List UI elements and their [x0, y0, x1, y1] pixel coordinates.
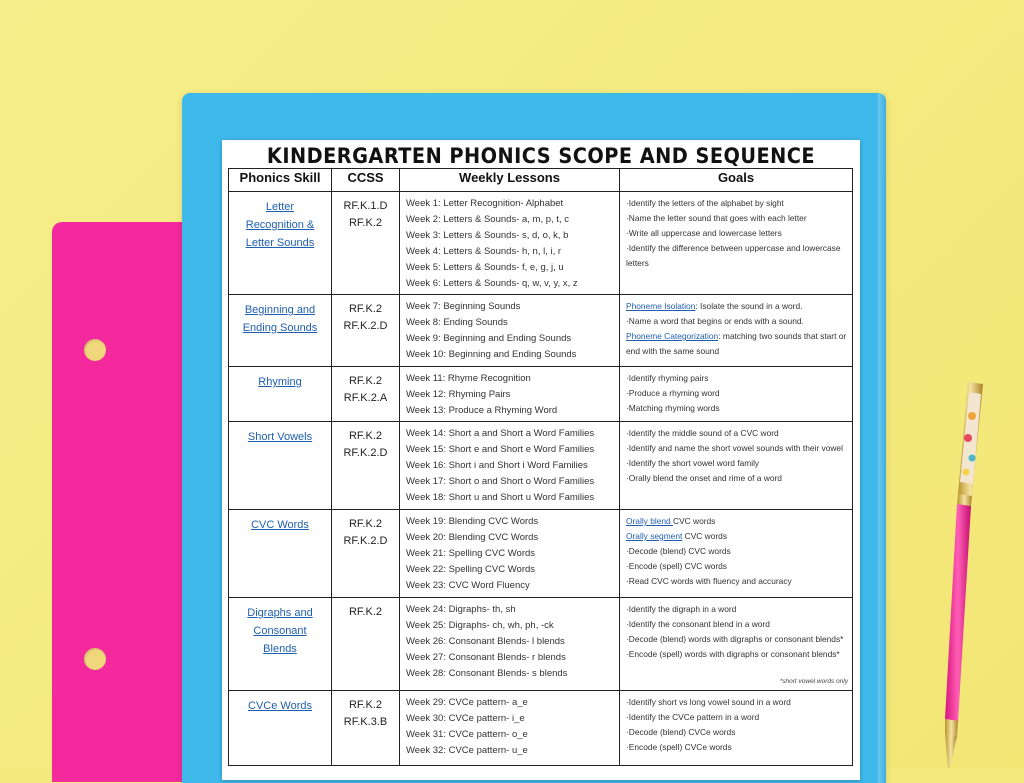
- phonics-skill-link[interactable]: Rhyming: [258, 376, 302, 388]
- goal-item: ·Identify short vs long vowel sound in a word: [626, 697, 791, 707]
- phonics-skill-link[interactable]: Digraphs and: [247, 607, 313, 619]
- phonics-skill-link[interactable]: CVCe Words: [248, 700, 312, 712]
- goal-text: ·Name a word that begins or ends with a sound.: [626, 316, 804, 326]
- ccss-standard: RF.K.3.B: [343, 716, 388, 728]
- goal-text: ·Decode (blend) CVC words: [626, 546, 731, 556]
- phonics-skill-link[interactable]: Blends: [263, 643, 297, 655]
- phonics-skill-link[interactable]: CVC Words: [251, 519, 309, 531]
- weekly-lesson: Week 17: Short o and Short o Word Families: [406, 476, 595, 487]
- weekly-lesson: Week 22: Spelling CVC Words: [406, 564, 536, 575]
- scope-sequence-sheet: [222, 140, 860, 780]
- ccss-cell: [332, 510, 400, 598]
- goals-cell: [620, 510, 853, 598]
- table-row: [229, 510, 853, 598]
- weekly-lesson: Week 25: Digraphs- ch, wh, ph, -ck: [406, 620, 554, 631]
- goals-cell: [620, 598, 853, 691]
- table-row: [229, 691, 853, 766]
- weekly-lesson: Week 29: CVCe pattern- a_e: [406, 697, 528, 708]
- weekly-lesson: Week 16: Short i and Short i Word Families: [406, 460, 588, 471]
- goal-term-link[interactable]: Phoneme Isolation: [626, 301, 696, 311]
- scope-table: [228, 168, 853, 766]
- goal-text: : Isolate the sound in a word.: [695, 301, 803, 311]
- document-title: KINDERGARTEN PHONICS SCOPE AND SEQUENCE: [266, 144, 816, 168]
- binder-hole: [84, 339, 106, 361]
- table-header-row: [229, 169, 853, 192]
- goal-item: ·Identify the short vowel word family: [626, 458, 760, 468]
- goals-cell: [620, 367, 853, 422]
- ccss-cell: [332, 295, 400, 367]
- goal-item: [626, 529, 848, 544]
- goal-item: ·Orally blend the onset and rime of a word: [626, 473, 782, 483]
- ccss-standard: RF.K.2.A: [343, 392, 388, 404]
- pen: [928, 376, 988, 768]
- column-header: Weekly Lessons: [400, 169, 620, 192]
- goal-item: ·Identify the difference between uppercase and lowercase letters: [626, 243, 841, 268]
- goal-text: : matching two sounds that start or end with the same sound: [626, 331, 847, 356]
- goal-item: [626, 574, 848, 589]
- goal-item: [626, 559, 848, 574]
- phonics-skill-cell: [229, 192, 332, 295]
- table-row: [229, 367, 853, 422]
- goal-item: ·Encode (spell) words with digraphs or consonant blends*: [626, 649, 840, 659]
- weekly-lesson: Week 4: Letters & Sounds- h, n, l, i, r: [406, 246, 562, 257]
- weekly-lesson: Week 5: Letters & Sounds- f, e, g, j, u: [406, 262, 564, 273]
- goal-item: ·Name the letter sound that goes with each letter: [626, 213, 807, 223]
- goal-item: ·Encode (spell) CVCe words: [626, 742, 732, 752]
- weekly-lesson: Week 1: Letter Recognition- Alphabet: [406, 198, 564, 209]
- goal-item: ·Write all uppercase and lowercase letters: [626, 228, 782, 238]
- goal-term-link[interactable]: Orally segment: [626, 531, 683, 541]
- ccss-standard: RF.K.2.D: [343, 447, 388, 459]
- weekly-lessons-cell: [400, 422, 620, 510]
- goal-item: ·Identify the CVCe pattern in a word: [626, 712, 760, 722]
- weekly-lesson: Week 28: Consonant Blends- s blends: [406, 668, 568, 679]
- goal-item: [626, 514, 848, 529]
- goal-item: ·Decode (blend) words with digraphs or consonant blends*: [626, 634, 844, 644]
- weekly-lesson: Week 6: Letters & Sounds- q, w, v, y, x, z: [406, 278, 578, 289]
- ccss-standard: RF.K.2: [348, 375, 382, 387]
- ccss-standard: RF.K.2: [348, 699, 382, 711]
- goal-item: [626, 299, 848, 314]
- weekly-lesson: Week 2: Letters & Sounds- a, m, p, t, c: [406, 214, 569, 225]
- goal-item: ·Identify the consonant blend in a word: [626, 619, 770, 629]
- weekly-lesson: Week 21: Spelling CVC Words: [406, 548, 536, 559]
- weekly-lesson: Week 12: Rhyming Pairs: [406, 389, 511, 400]
- ccss-cell: [332, 192, 400, 295]
- goals-cell: [620, 691, 853, 766]
- phonics-skill-link[interactable]: Ending Sounds: [242, 322, 318, 334]
- goal-item: ·Identify the digraph in a word: [626, 604, 737, 614]
- weekly-lesson: Week 15: Short e and Short e Word Families: [406, 444, 595, 455]
- footnote: *short vowel words only: [779, 678, 848, 685]
- weekly-lesson: Week 23: CVC Word Fluency: [406, 580, 530, 591]
- weekly-lesson: Week 19: Blending CVC Words: [406, 516, 539, 527]
- weekly-lessons-cell: [400, 367, 620, 422]
- weekly-lesson: Week 30: CVCe pattern- i_e: [406, 713, 525, 724]
- column-header: Goals: [620, 169, 853, 192]
- goal-item: ·Identify and name the short vowel sounds with their vowel: [626, 443, 843, 453]
- goal-item: ·Identify the letters of the alphabet by sight: [626, 198, 784, 208]
- weekly-lesson: Week 10: Beginning and Ending Sounds: [406, 349, 577, 360]
- weekly-lesson: Week 9: Beginning and Ending Sounds: [406, 333, 572, 344]
- weekly-lessons-cell: [400, 192, 620, 295]
- phonics-skill-cell: [229, 367, 332, 422]
- goals-cell: [620, 192, 853, 295]
- weekly-lesson: Week 27: Consonant Blends- r blends: [406, 652, 566, 663]
- goal-item: [626, 329, 848, 359]
- goal-item: [626, 314, 848, 329]
- table-row: [229, 422, 853, 510]
- weekly-lesson: Week 24: Digraphs- th, sh: [406, 604, 516, 615]
- weekly-lesson: Week 18: Short u and Short u Word Families: [406, 492, 595, 503]
- ccss-standard: RF.K.2: [348, 217, 382, 229]
- goal-item: ·Decode (blend) CVCe words: [626, 727, 736, 737]
- weekly-lesson: Week 20: Blending CVC Words: [406, 532, 539, 543]
- goal-text: ·Read CVC words with fluency and accuracy: [626, 576, 792, 586]
- phonics-skill-link[interactable]: Letter Sounds: [245, 237, 315, 249]
- ccss-cell: [332, 691, 400, 766]
- pink-folder: [52, 222, 202, 782]
- goals-cell: [620, 295, 853, 367]
- table-row: [229, 598, 853, 691]
- weekly-lesson: Week 11: Rhyme Recognition: [406, 373, 531, 384]
- binder-hole: [84, 648, 106, 670]
- weekly-lessons-cell: [400, 295, 620, 367]
- weekly-lesson: Week 13: Produce a Rhyming Word: [406, 405, 558, 416]
- phonics-skill-link[interactable]: Consonant: [253, 625, 307, 637]
- phonics-skill-link[interactable]: Short Vowels: [247, 431, 313, 443]
- weekly-lesson: Week 32: CVCe pattern- u_e: [406, 745, 528, 756]
- weekly-lessons-cell: [400, 691, 620, 766]
- goal-item: ·Identify the middle sound of a CVC word: [626, 428, 779, 438]
- table-row: [229, 295, 853, 367]
- phonics-skill-link[interactable]: Recognition &: [245, 219, 315, 231]
- goal-item: [626, 544, 848, 559]
- phonics-skill-cell: [229, 422, 332, 510]
- column-header: Phonics Skill: [229, 169, 332, 192]
- weekly-lesson: Week 7: Beginning Sounds: [406, 301, 521, 312]
- phonics-skill-cell: [229, 295, 332, 367]
- phonics-skill-cell: [229, 598, 332, 691]
- weekly-lesson: Week 31: CVCe pattern- o_e: [406, 729, 528, 740]
- goal-term-link[interactable]: Orally blend: [626, 516, 674, 526]
- goal-item: ·Identify rhyming pairs: [626, 373, 709, 383]
- phonics-skill-link[interactable]: Letter: [265, 201, 295, 213]
- weekly-lessons-cell: [400, 598, 620, 691]
- ccss-standard: RF.K.2: [348, 518, 382, 530]
- goal-item: ·Matching rhyming words: [626, 403, 720, 413]
- ccss-standard: RF.K.2.D: [343, 535, 388, 547]
- ccss-standard: RF.K.2: [348, 303, 382, 315]
- weekly-lesson: Week 3: Letters & Sounds- s, d, o, k, b: [406, 230, 569, 241]
- goal-text: CVC words: [673, 516, 716, 526]
- ccss-standard: RF.K.2: [348, 430, 382, 442]
- goal-text: ·Encode (spell) CVC words: [626, 561, 727, 571]
- ccss-standard: RF.K.2.D: [343, 320, 388, 332]
- weekly-lesson: Week 14: Short a and Short a Word Families: [406, 428, 595, 439]
- weekly-lesson: Week 26: Consonant Blends- l blends: [406, 636, 565, 647]
- ccss-standard: RF.K.1.D: [343, 200, 388, 212]
- column-header: CCSS: [332, 169, 400, 192]
- weekly-lesson: Week 8: Ending Sounds: [406, 317, 508, 328]
- table-row: [229, 192, 853, 295]
- goals-cell: [620, 422, 853, 510]
- phonics-skill-link[interactable]: Beginning and: [244, 304, 316, 316]
- goal-text: CVC words: [682, 531, 728, 541]
- phonics-skill-cell: [229, 510, 332, 598]
- ccss-cell: [332, 422, 400, 510]
- ccss-standard: RF.K.2: [348, 606, 382, 618]
- goal-item: ·Produce a rhyming word: [626, 388, 720, 398]
- goal-term-link[interactable]: Phoneme Categorization: [626, 331, 719, 341]
- ccss-cell: [332, 367, 400, 422]
- phonics-skill-cell: [229, 691, 332, 766]
- ccss-cell: [332, 598, 400, 691]
- weekly-lessons-cell: [400, 510, 620, 598]
